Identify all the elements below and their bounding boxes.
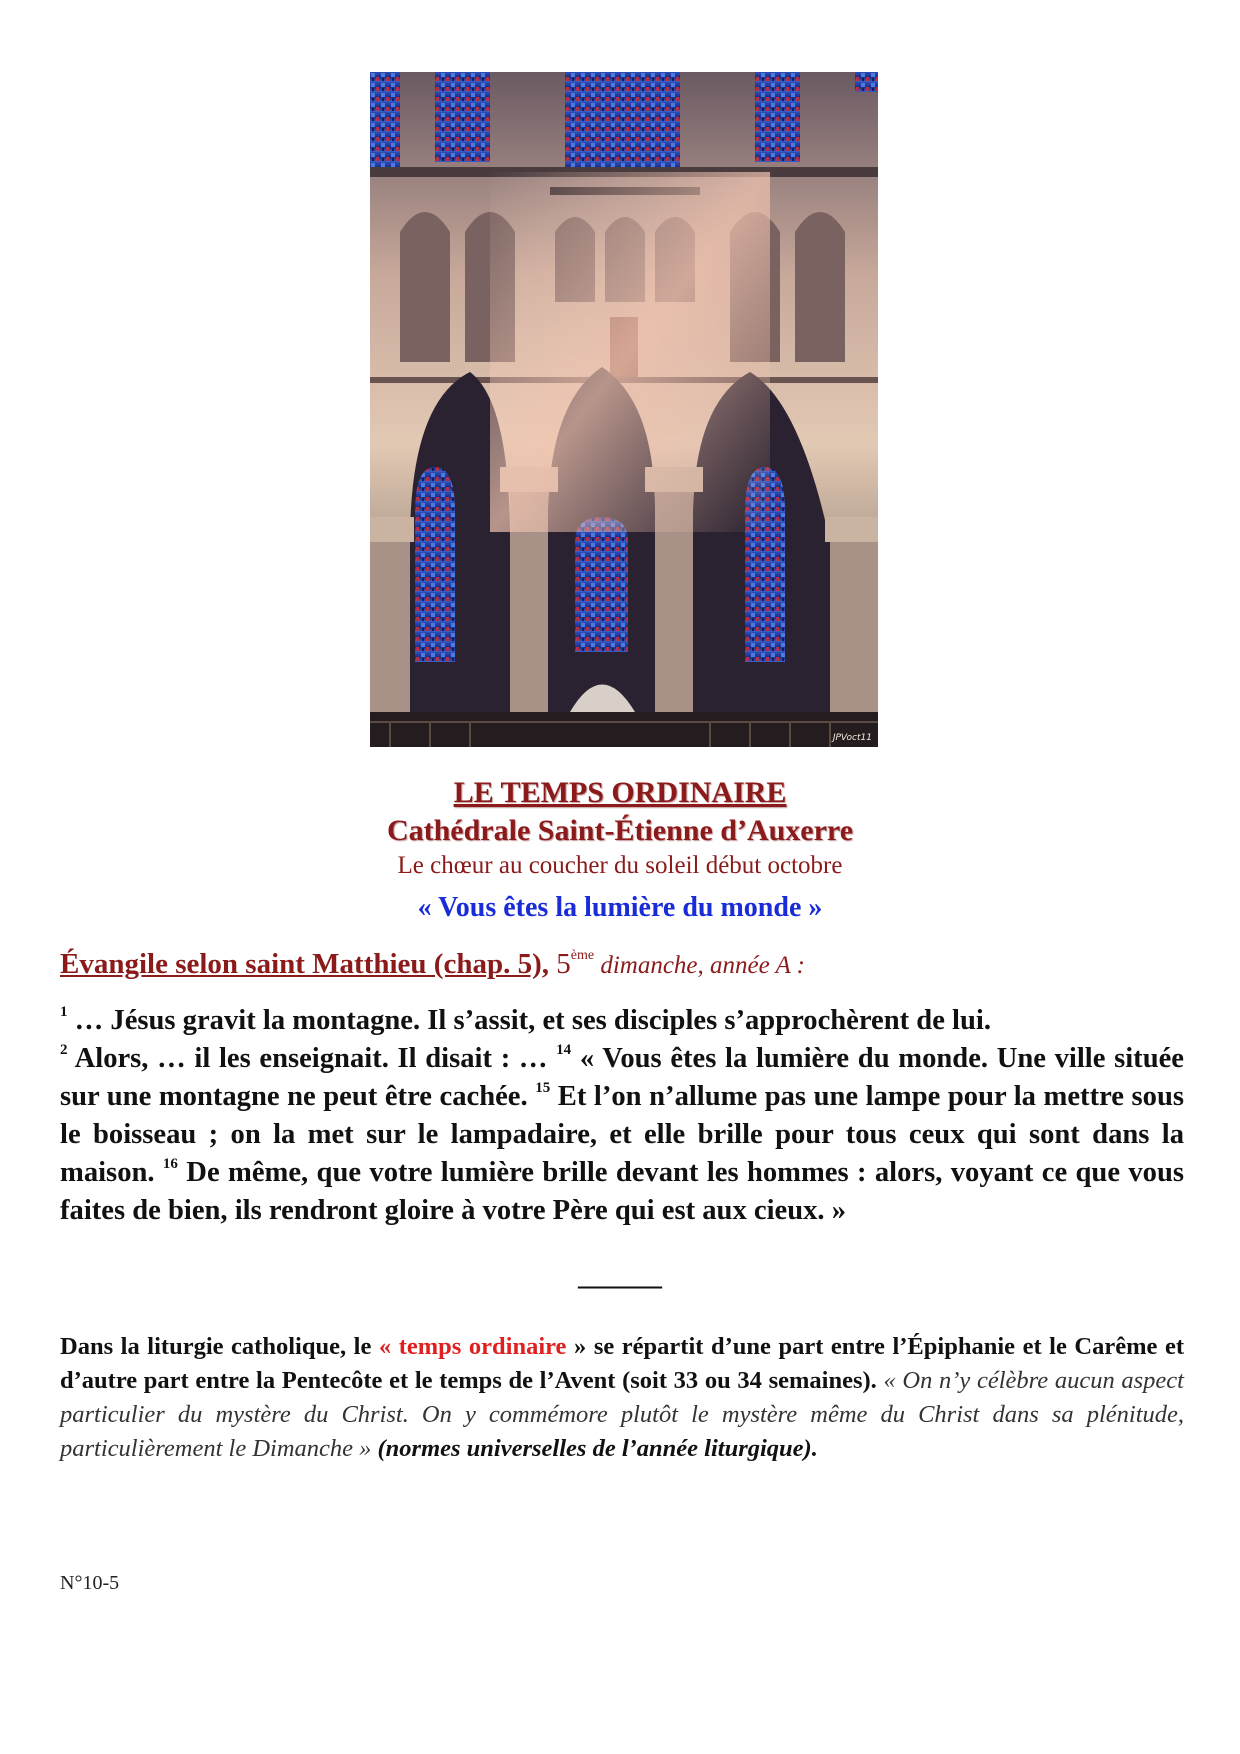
sunday-number: 5 (556, 948, 571, 980)
verse-text: … Jésus gravit la montagne. Il s’assit, et ses disciples s’approchèrent de lui. (67, 1005, 991, 1036)
gospel-text (60, 1002, 1184, 1230)
liturgy-intro: Dans la liturgie catholique, le (60, 1333, 379, 1360)
liturgy-source: (normes universelles de l’année liturgique). (377, 1435, 818, 1462)
verse-text: De même, que votre lumière brille devant les hommes : alors, voyant ce que vous faites de bien, ils rendront gloire à votre Père qui est aux cieux. » (60, 1157, 1185, 1226)
liturgy-highlight: « temps ordinaire (378, 1333, 567, 1360)
section-separator: ——— (578, 1270, 662, 1301)
verse-number: 1 (60, 1004, 68, 1020)
sunday-description: dimanche, année A : (594, 952, 805, 979)
page-title: LE TEMPS ORDINAIRE (453, 776, 787, 809)
featured-quote: « Vous êtes la lumière du monde » (417, 892, 823, 923)
verse-number: 2 (60, 1042, 68, 1058)
verse-text: Et l’on n’allume pas une lampe pour la mettre sous le boisseau ; on la met sur le lampadaire, et elle brille pour tous ceux qui sont dans la maison. (60, 1081, 1184, 1188)
liturgy-explanation: » se répartit d’une part entre l’Épiphanie et le Carême et d’autre part entre la Pentecôte et le temps de l’Avent (soit 33 ou 34 semaines). (60, 1333, 1184, 1394)
sunday-ordinal-suffix: ème (570, 948, 595, 963)
cathedral-illustration (370, 72, 878, 747)
page-number: N°10-5 (60, 1572, 120, 1594)
liturgy-note (60, 1330, 1184, 1466)
page-subtitle: Cathédrale Saint-Étienne d’Auxerre (386, 814, 854, 847)
verse-text: Alors, … il les enseignait. Il disait : … (67, 1043, 557, 1074)
photo-caption: Le chœur au coucher du soleil début octobre (397, 852, 843, 879)
verse-text: « Vous êtes la lumière du monde. Une ville située sur une montagne ne peut être cachée. (60, 1043, 1184, 1112)
verse-number: 14 (556, 1042, 572, 1058)
verse-number: 16 (162, 1156, 178, 1172)
cathedral-photo (370, 72, 878, 747)
liturgy-quote: « On n’y célèbre aucun aspect particulier du mystère du Christ. On y commémore plutôt le mystère même du Christ dans sa plénitude, particulièrement le Dimanche » (60, 1367, 1184, 1462)
verse-number: 15 (535, 1080, 551, 1096)
gospel-reference: Évangile selon saint Matthieu (chap. 5), (60, 948, 549, 980)
photo-credit: JPVoct11 (832, 733, 872, 743)
gospel-heading (60, 948, 1180, 981)
